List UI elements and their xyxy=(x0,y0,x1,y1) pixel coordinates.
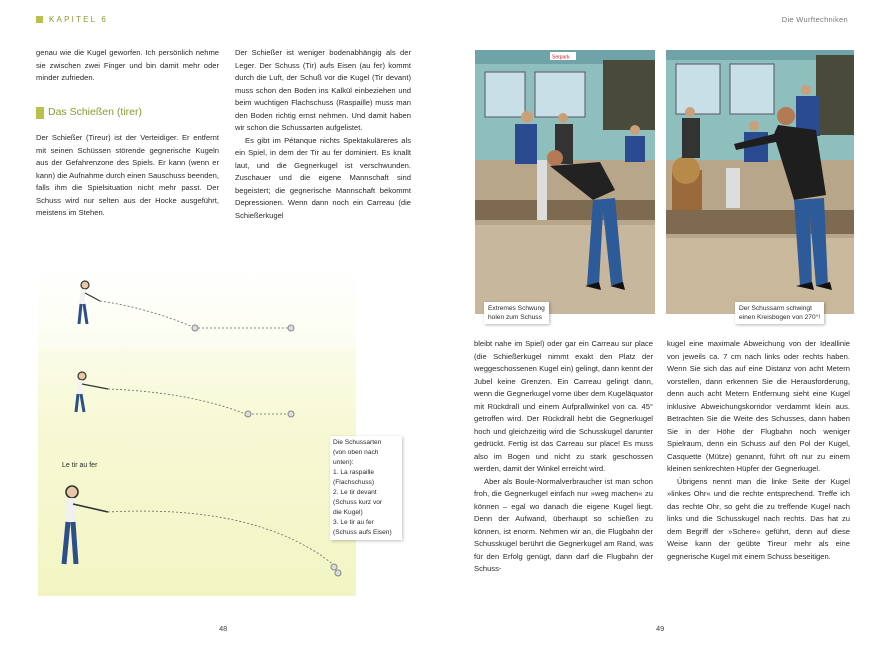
section-header: Die Wurftechniken xyxy=(781,15,848,24)
chapter-marker-icon xyxy=(36,16,43,23)
shot-types-illustration xyxy=(38,268,356,596)
photo-swing-back xyxy=(475,50,655,314)
column-3 xyxy=(474,338,653,576)
page-number-right: 49 xyxy=(656,624,665,633)
figure-label: Le tir au fer xyxy=(62,462,98,469)
paragraph: Der Schießer (Tireur) ist der Verteidiger. Er entfernt mit seinen Schüssen störende gegnerische Kugeln aus der Gefahrenzone des Spiels. Er kann (wenn er kann) die Aufnahme durch einen Sauschuss beenden, falls ihm die Spielsituation nicht mehr passt. Der Schuss wird nur selten aus der Hocke ausgeführt, meistens im Stehen. xyxy=(36,133,219,217)
paragraph: Der Schießer ist weniger bodenabhängig als der Leger. Der Schuss (Tir) aufs Eisen (au fer) kommt durch die Luft, der Schuß vor die Kugel (Tir devant) muss schon den Boden ins Kalkül einbeziehen und beim wuchtigen Flachschuss (Raspaille) muss man den Boden richtig ernst nehmen. Und damit haben wir schon die Schussarten aufgelistet. xyxy=(235,48,411,132)
column-2 xyxy=(235,47,411,222)
photo-sign-text: Serpark xyxy=(552,54,570,61)
subheading-marker-icon xyxy=(36,107,44,119)
column-1-top xyxy=(36,47,219,85)
paragraph: bleibt nahe im Spiel) oder gar ein Carreau sur place (die Schießerkugel nimmt exakt den Platz der weggeschossenen Kugel ein) gelingt, dann kennt der Jubel keine Grenzen. Ein Carreau gelingt dann, wenn die Gegnerkugel vorne über dem Kugeläquator mit Rückdrall und einem Aufprallwinkel von ca. 45° getroffen wird. Der Rückdrall hebt die Gegnerkugel hoch und gleichzeitig wird die Schusskugel darunter gedrückt. Fertig ist das Carreau sur place! Es muss also im Bogen und nicht zu stark geschossen werden, damit der Winkel erreicht wird. xyxy=(474,339,653,473)
figure-caption: Die Schussarten (von oben nach unten): 1. La raspaille (Flachschuss) 2. Le tir devant (Schuss kurz vor die Kugel) 3. Le tir au fer (Schuss aufs Eisen) xyxy=(330,436,402,540)
chapter-label: KAPITEL 6 xyxy=(49,15,109,24)
paragraph: Aber als Boule-Normalverbraucher ist man schon froh, die Gegnerkugel einfach nur »weg machen« zu können – egal wo danach die eigene Kugel liegt. Denn der Aufwand, überhaupt so schießen zu können, ist enorm. Nehmen wir an, die Flugbahn der Schusskugel berührt die Gegnerkugel am Rand, was für den Erfolg genügt, dann darf die Flugbahn der Schuss- xyxy=(474,476,653,573)
paragraph: Es gibt im Pétanque nichts Spektakuläreres als ein Spiel, in dem der Tir au fer dominiert. Es knallt laut, und die Gegnerkugel ist verschwunden. Zuschauer und die eigene Mannschaft sind begeistert; die gegnerische Mannschaft bekommt Depressionen. Wenn dann noch ein Carreau (die Schießerkugel xyxy=(235,135,411,220)
player-tir-devant xyxy=(76,372,108,412)
photo-caption-right: Der Schussarm schwingt einen Kreisbogen von 270°! xyxy=(735,302,824,324)
photo-caption-left: Extremes Schwung holen zum Schuss xyxy=(484,302,549,324)
paragraph: Übrigens nennt man die linke Seite der Kugel »linkes Ohr« und die rechte entsprechend. Treffe ich das rechte Ohr, so geht die zu treffende Kugel nach links und die Schusskugel nach rechts. Das hat zu dem Begriff der »Schere« geführt, denn auf diese Weise kann der geübte Tireur mehr als eine gegnerische Kugel mit einem Schuss beseitigen. xyxy=(667,476,850,561)
right-page xyxy=(442,0,884,648)
column-1-main xyxy=(36,132,219,220)
column-4 xyxy=(667,338,850,563)
photo-arm-swing xyxy=(666,50,854,314)
paragraph: genau wie die Kugel geworfen. Ich persönlich nehme sie zwischen zwei Finger und bin damit mehr oder minder zufrieden. xyxy=(36,48,219,82)
chapter-header xyxy=(36,15,108,24)
page-number-left: 48 xyxy=(219,624,228,633)
subheading: Das Schießen (tirer) xyxy=(48,106,142,118)
shot-types-drawing xyxy=(38,268,356,596)
player-tir-au-fer xyxy=(64,486,108,564)
paragraph: kugel eine maximale Abweichung von der Ideallinie von jeweils ca. 7 cm nach links oder rechts haben. Wenn Sie sich das auf eine Distanz von acht Metern vorstellen, dann erkennen Sie die Herausforderung, denn auch acht Metern Entfernung sieht eine Kugel inklusive Abweichungskorridor verdammt klein aus. Betrachten Sie die Weite des Schusses, dann haben Sie in der Höhe der Flugbahn noch weniger Spielraum, denn ein Schuss auf den Pol der Kugel, Casquette (Mütze) genannt, führt oft nur zu einem kleinen senkrechten Hüpfer der Gegnerkugel. xyxy=(667,339,850,473)
